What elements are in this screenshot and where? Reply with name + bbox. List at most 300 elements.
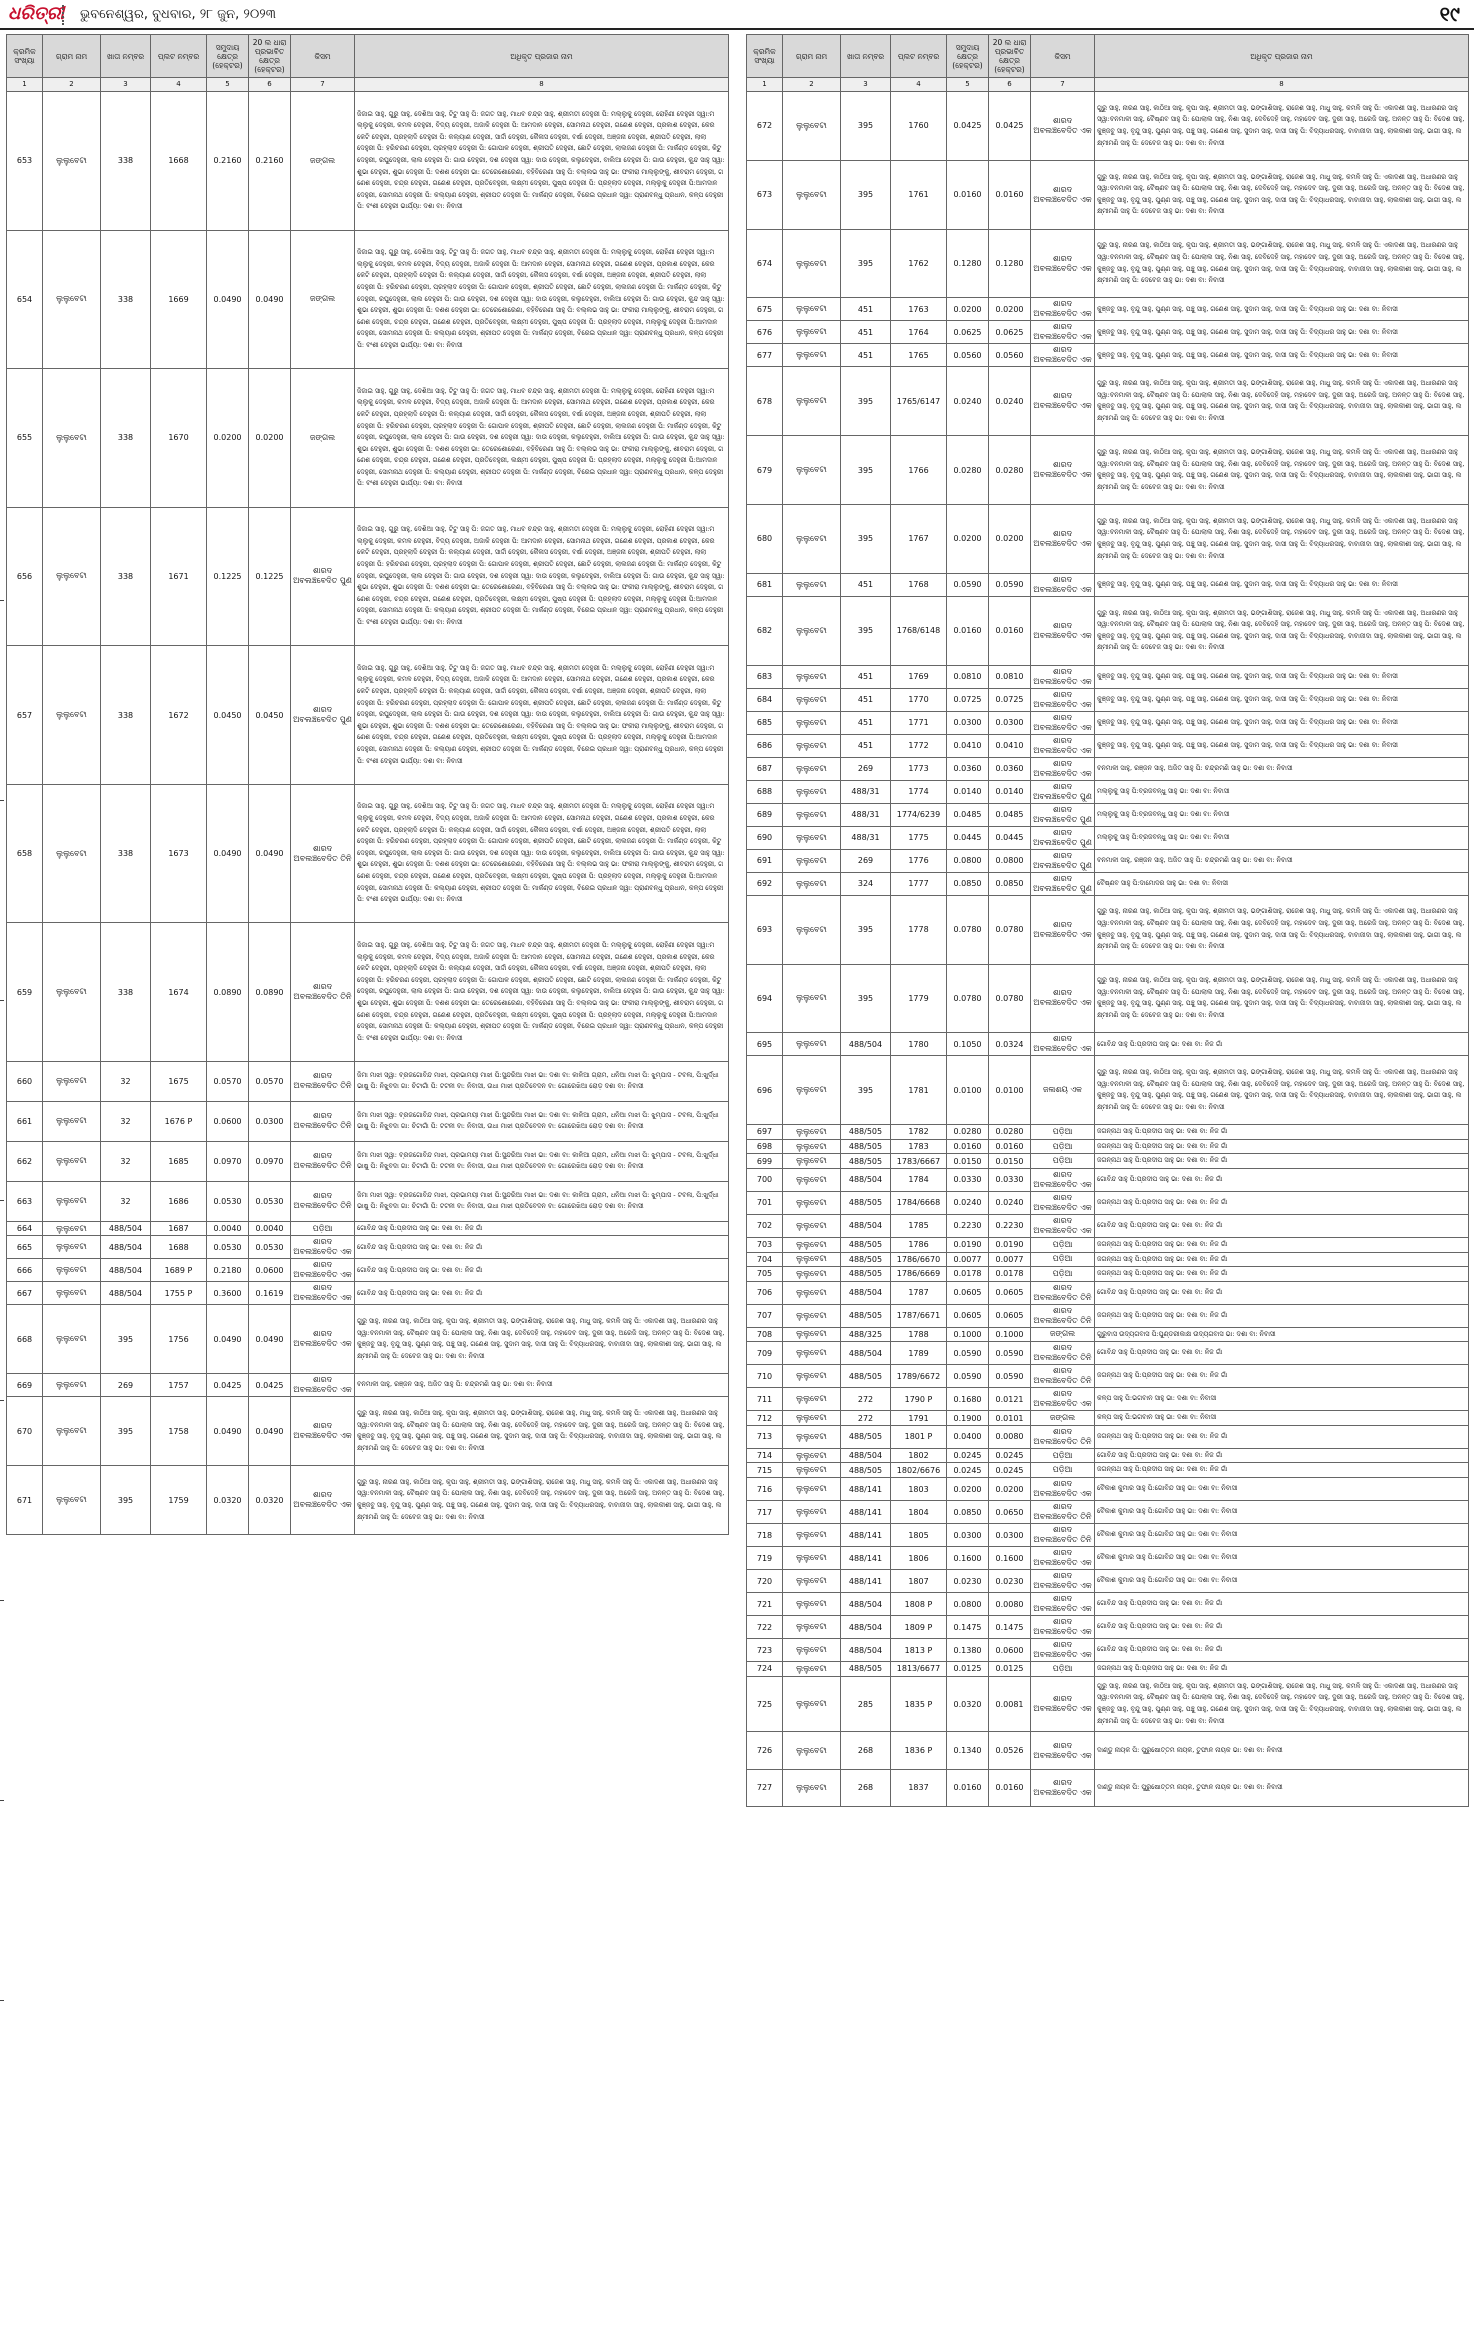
affected-area-cell: 0.0190 — [989, 1237, 1031, 1252]
serial-cell: 696 — [747, 1056, 783, 1125]
owners-cell: ମଲ୍ଲୁକୁ ସାହୁ ପି:ବ୍ରଜବନ୍ଧୁ ସାହୁ ଭା: ଦଶା ବା: ନିବାସୀ — [1095, 826, 1469, 849]
total-area-cell: 0.0780 — [947, 964, 989, 1033]
owners-cell: ଜଗନ୍ନାଥ ସାହୁ ପି:ପ୍ରଦୀପ ସାହୁ ଭା: ଦଶା ବା: ନିଜ ଗାଁ — [1095, 1252, 1469, 1267]
khata-cell: 488/505 — [841, 1267, 891, 1282]
affected-area-cell: 0.0625 — [989, 321, 1031, 344]
table-row — [7, 369, 729, 508]
serial-cell: 695 — [747, 1033, 783, 1056]
col-number: 3 — [101, 78, 151, 92]
kisam-cell: ଶାରଦ ଅବଲଞ୍ଚବେଦିତ ଏକ — [1031, 1676, 1095, 1732]
kisam-cell: ଶାରଦ ଅବଲଞ୍ଚବେଦିତ ଏକ — [1031, 665, 1095, 688]
serial-cell: 718 — [747, 1524, 783, 1547]
total-area-cell: 0.0140 — [947, 780, 989, 803]
village-cell: ଲୁଲୁବେଟା — [783, 1501, 841, 1524]
table-row — [747, 1154, 1469, 1169]
village-cell: ଲୁଲୁବେଟା — [783, 1214, 841, 1237]
village-cell: ଲୁଲୁବେଟା — [783, 1463, 841, 1478]
table-row — [747, 573, 1469, 596]
table-header — [7, 35, 729, 92]
khata-cell: 395 — [841, 1056, 891, 1125]
total-area-cell: 0.0490 — [207, 1397, 249, 1466]
total-area-cell: 0.1340 — [947, 1732, 989, 1769]
total-area-cell: 0.0150 — [947, 1154, 989, 1169]
plot-cell: 1689 P — [151, 1259, 207, 1282]
khata-cell: 488/141 — [841, 1524, 891, 1547]
total-area-cell: 0.0485 — [947, 803, 989, 826]
affected-area-cell: 0.0605 — [989, 1304, 1031, 1327]
affected-area-cell: 0.0570 — [249, 1061, 291, 1101]
kisam-cell: ପଡ଼ିଆ — [1031, 1154, 1095, 1169]
total-area-cell: 0.0570 — [207, 1061, 249, 1101]
serial-cell: 664 — [7, 1221, 43, 1236]
khata-cell: 395 — [841, 367, 891, 436]
table-row — [747, 1501, 1469, 1524]
table-row — [7, 1181, 729, 1221]
khata-cell: 395 — [841, 436, 891, 505]
village-cell: ଲୁଲୁବେଟା — [783, 964, 841, 1033]
kisam-cell: ଶାରଦ ଅବଲଞ୍ଚବେଦିତ ଏକ — [1031, 1639, 1095, 1662]
affected-area-cell: 0.0100 — [989, 1056, 1031, 1125]
total-area-cell: 0.0600 — [207, 1101, 249, 1141]
kisam-cell: ଶାରଦ ଅବଲଞ୍ଚବେଦିତ ଏକ — [1031, 229, 1095, 298]
village-cell: ଲୁଲୁବେଟା — [783, 298, 841, 321]
owners-cell: ଗୋବିନ୍ଦ ସାହୁ ପି:ପ୍ରଦୀପ ସାହୁ ଭା: ଦଶା ବା: ନିଜ ଗାଁ — [1095, 1214, 1469, 1237]
plot-cell: 1760 — [891, 92, 947, 161]
village-cell: ଲୁଲୁବେଟା — [43, 1397, 101, 1466]
affected-area-cell: 0.0590 — [989, 1342, 1031, 1365]
village-cell: ଲୁଲୁବେଟା — [783, 436, 841, 505]
table-row — [747, 1425, 1469, 1448]
plot-cell: 1768/6148 — [891, 596, 947, 665]
plot-cell: 1791 — [891, 1411, 947, 1426]
village-cell: ଲୁଲୁବେଟା — [783, 803, 841, 826]
plot-cell: 1786 — [891, 1237, 947, 1252]
col-header-kisam: କିସମ — [1031, 35, 1095, 78]
table-row — [747, 298, 1469, 321]
col-number: 2 — [783, 78, 841, 92]
margin-tick — [0, 1600, 4, 1601]
owners-cell: ଗୋବିନ୍ଦ ସାହୁ ପି:ପ୍ରଦୀପ ସାହୁ ଭା: ଦଶା ବା: ନିଜ ଗାଁ — [355, 1236, 729, 1259]
village-cell: ଲୁଲୁବେଟା — [783, 1304, 841, 1327]
serial-cell: 703 — [747, 1237, 783, 1252]
khata-cell: 395 — [841, 92, 891, 161]
khata-cell: 32 — [101, 1181, 151, 1221]
owners-cell: ଜଗନ୍ନାଥ ସାହୁ ପି:ପ୍ରଦୀପ ସାହୁ ଭା: ଦଶା ବା: ନିଜ ଗାଁ — [1095, 1267, 1469, 1282]
kisam-cell: ପଡ଼ିଆ — [1031, 1662, 1095, 1677]
kisam-cell: ଶାରଦ ଅବଲଞ୍ଚବେଦିତ ଏକ — [1031, 734, 1095, 757]
kisam-cell: ଶାରଦ ଅବଲଞ୍ଚବେଦିତ ଏକ — [1031, 160, 1095, 229]
kisam-cell: ଶାରଦ ଅବଲଞ୍ଚବେଦିତ ଏକ — [1031, 1033, 1095, 1056]
kisam-cell: ଶାରଦ ଅବଲଞ୍ଚବେଦିତ ତିନି — [1031, 1365, 1095, 1388]
khata-cell: 488/505 — [841, 1463, 891, 1478]
affected-area-cell: 0.0081 — [989, 1676, 1031, 1732]
col-number: 7 — [1031, 78, 1095, 92]
total-area-cell: 0.0190 — [947, 1237, 989, 1252]
kisam-cell: ଶାରଦ ଅବଲଞ୍ଚବେଦିତ ଏକ — [1031, 505, 1095, 574]
khata-cell: 395 — [841, 505, 891, 574]
kisam-cell: ପଡ଼ିଆ — [1031, 1252, 1095, 1267]
kisam-cell: ଶାରଦ ଅବଲଞ୍ଚବେଦିତ ଏକ — [1031, 1616, 1095, 1639]
table-row — [747, 780, 1469, 803]
newspaper-logo: ଧରିତ୍ରୀ — [8, 3, 65, 24]
table-row — [7, 92, 729, 231]
owners-cell: ଗୁରୁବାସ ଉଦ୍ୟଗବାସ ପି:ପୁଣ୍ଡରୀକାକ୍ଷ ଉଦ୍ୟଗବାସ ଭା: ଦଶା ବା: ନିବାସୀ — [1095, 1327, 1469, 1342]
table-header — [747, 35, 1469, 92]
serial-cell: 677 — [747, 344, 783, 367]
owners-cell: ଗୁରୁ ସାହୁ, ନାରଣ ସାହୁ, କାଠିଆ ସାହୁ, କୃପା ସାହୁ, ଶ୍ରୀମତୀ ସାହୁ, ଭଙ୍ଗାଶିସାହୁ, ରାଜେଶ ସାହୁ, ମାଧୁ ସାହୁ, କମଳି ସାହୁ ପି: ଏକାଦଶୀ ସାହୁ, ଅଧାରଣର ସାହୁ ସ୍ୱା:ବନମାଳୀ ସାହୁ, ବୈଷ୍ଣବ ସାହୁ ପି: ପୋଲାଲ ସାହୁ, ନିଶା ସାହୁ, ଦେବିଦେହି ସାହୁ, ମହାଦେବ ସାହୁ, ଦୁରୀ ସାହୁ, ଅରେଜି ସାହୁ, ଅନନ୍ତ ସାହୁ ପି: ବିଦେଶ ସାହୁ, କୁଞ୍ଜବୁ ସାହୁ, ବୃନ୍ଦୁ ସାହୁ, ପୁଣ୍ଣ ସାହୁ, ପଞ୍ଚୁ ସାହୁ, ଗଣେଶ ସାହୁ, ସୁଦାମ ସାହୁ, ଦାସୀ ସାହୁ ପି: ବିଦ୍ୟାଧରସାହୁ, ବାବାଜୀଦା ସାହୁ, ଲାଲକୀଶୀ ସାହୁ, ଭାଗୀ ସାହୁ, ଲକ୍ଷ୍ମୀମଣି ସାହୁ ପି: ଦେବେଜ ସାହୁ ଭା: ଦଶା ବା: ନିବାସୀ — [355, 1397, 729, 1466]
plot-cell: 1670 — [151, 369, 207, 508]
total-area-cell: 0.0200 — [207, 369, 249, 508]
dateline: ଭୁବନେଶ୍ୱର, ବୁଧବାର, ୨୮ ଜୁନ, ୨୦୨୩ — [80, 7, 276, 22]
village-cell: ଲୁଲୁବେଟା — [43, 1141, 101, 1181]
serial-cell: 720 — [747, 1570, 783, 1593]
affected-area-cell: 0.0160 — [989, 1139, 1031, 1154]
affected-area-cell: 0.0650 — [989, 1501, 1031, 1524]
col-number: 5 — [207, 78, 249, 92]
khata-cell: 395 — [841, 964, 891, 1033]
village-cell: ଲୁଲୁବେଟା — [783, 1570, 841, 1593]
serial-cell: 662 — [7, 1141, 43, 1181]
col-header-village: ଗ୍ରାମ ନାମ — [43, 35, 101, 78]
khata-cell: 451 — [841, 734, 891, 757]
village-cell: ଲୁଲୁବେଟା — [783, 1662, 841, 1677]
khata-cell: 488/504 — [841, 1616, 891, 1639]
kisam-cell: ଶାରଦ ଅବଲଞ୍ଚବେଦିତ ଏକ — [1031, 1191, 1095, 1214]
owners-cell: ବୈକାଶ କୁମାର ସାହୁ ପି:ଗୋବିନ୍ଦ ସାହୁ ଭା: ଦଶା ବା: ନିବାସୀ — [1095, 1547, 1469, 1570]
khata-cell: 338 — [101, 507, 151, 646]
kisam-cell: ଶାରଦ ଅବଲଞ୍ଚବେଦିତ ତିନି — [291, 1061, 355, 1101]
affected-area-cell: 0.1475 — [989, 1616, 1031, 1639]
table-row — [747, 895, 1469, 964]
table-row — [7, 923, 729, 1062]
plot-cell: 1672 — [151, 646, 207, 785]
owners-cell: ଗୁରୁ ସାହୁ, ନାରଣ ସାହୁ, କାଠିଆ ସାହୁ, କୃପା ସାହୁ, ଶ୍ରୀମତୀ ସାହୁ, ଭଙ୍ଗାଶିସାହୁ, ରାଜେଶ ସାହୁ, ମାଧୁ ସାହୁ, କମଳି ସାହୁ ପି: ଏକାଦଶୀ ସାହୁ, ଅଧାରଣର ସାହୁ ସ୍ୱା:ବନମାଳୀ ସାହୁ, ବୈଷ୍ଣବ ସାହୁ ପି: ପୋଲାଲ ସାହୁ, ନିଶା ସାହୁ, ଦେବିଦେହି ସାହୁ, ମହାଦେବ ସାହୁ, ଦୁରୀ ସାହୁ, ଅରେଜି ସାହୁ, ଅନନ୍ତ ସାହୁ ପି: ବିଦେଶ ସାହୁ, କୁଞ୍ଜବୁ ସାହୁ, ବୃନ୍ଦୁ ସାହୁ, ପୁଣ୍ଣ ସାହୁ, ପଞ୍ଚୁ ସାହୁ, ଗଣେଶ ସାହୁ, ସୁଦାମ ସାହୁ, ଦାସୀ ସାହୁ ପି: ବିଦ୍ୟାଧରସାହୁ, ବାବାଜୀଦା ସାହୁ, ଲାଲକୀଶୀ ସାହୁ, ଭାଗୀ ସାହୁ, ଲକ୍ଷ୍ମୀମଣି ସାହୁ ପି: ଦେବେଜ ସାହୁ ଭା: ଦଶା ବା: ନିବାସୀ — [355, 1305, 729, 1374]
plot-cell: 1789 — [891, 1342, 947, 1365]
table-row — [747, 1616, 1469, 1639]
total-area-cell: 0.1280 — [947, 229, 989, 298]
total-area-cell: 0.0040 — [207, 1221, 249, 1236]
total-area-cell: 0.0410 — [947, 734, 989, 757]
owners-cell: ଗୁରୁ ସାହୁ, ନାରଣ ସାହୁ, କାଠିଆ ସାହୁ, କୃପା ସାହୁ, ଶ୍ରୀମତୀ ସାହୁ, ଭଙ୍ଗାଶିସାହୁ, ରାଜେଶ ସାହୁ, ମାଧୁ ସାହୁ, କମଳି ସାହୁ ପି: ଏକାଦଶୀ ସାହୁ, ଅଧାରଣର ସାହୁ ସ୍ୱା:ବନମାଳୀ ସାହୁ, ବୈଷ୍ଣବ ସାହୁ ପି: ପୋଲାଲ ସାହୁ, ନିଶା ସାହୁ, ଦେବିଦେହି ସାହୁ, ମହାଦେବ ସାହୁ, ଦୁରୀ ସାହୁ, ଅରେଜି ସାହୁ, ଅନନ୍ତ ସାହୁ ପି: ବିଦେଶ ସାହୁ, କୁଞ୍ଜବୁ ସାହୁ, ବୃନ୍ଦୁ ସାହୁ, ପୁଣ୍ଣ ସାହୁ, ପଞ୍ଚୁ ସାହୁ, ଗଣେଶ ସାହୁ, ସୁଦାମ ସାହୁ, ଦାସୀ ସାହୁ ପି: ବିଦ୍ୟାଧରସାହୁ, ବାବାଜୀଦା ସାହୁ, ଲାଲକୀଶୀ ସାହୁ, ଭାଗୀ ସାହୁ, ଲକ୍ଷ୍ମୀମଣି ସାହୁ ପି: ଦେବେଜ ସାହୁ ଭା: ଦଶା ବା: ନିବାସୀ — [1095, 596, 1469, 665]
plot-cell: 1668 — [151, 92, 207, 231]
kisam-cell: ଶାରଦ ଅବଲଞ୍ଚବେଦିତ ଏକ — [1031, 1593, 1095, 1616]
plot-cell: 1686 — [151, 1181, 207, 1221]
total-area-cell: 0.0625 — [947, 321, 989, 344]
plot-cell: 1782 — [891, 1125, 947, 1140]
total-area-cell: 0.1900 — [947, 1411, 989, 1426]
serial-cell: 705 — [747, 1267, 783, 1282]
total-area-cell: 0.2160 — [207, 92, 249, 231]
affected-area-cell: 0.1225 — [249, 507, 291, 646]
table-row — [747, 229, 1469, 298]
serial-cell: 702 — [747, 1214, 783, 1237]
serial-cell: 715 — [747, 1463, 783, 1478]
table-row — [747, 1732, 1469, 1769]
affected-area-cell: 0.0300 — [249, 1101, 291, 1141]
table-body-right — [747, 92, 1469, 1807]
serial-cell: 706 — [747, 1281, 783, 1304]
village-cell: ଲୁଲୁବେଟା — [783, 367, 841, 436]
village-cell: ଲୁଲୁବେଟା — [783, 1056, 841, 1125]
table-row — [747, 321, 1469, 344]
affected-area-cell: 0.0245 — [989, 1448, 1031, 1463]
total-area-cell: 0.0590 — [947, 1365, 989, 1388]
khata-cell: 488/31 — [841, 826, 891, 849]
serial-cell: 689 — [747, 803, 783, 826]
table-row — [747, 1327, 1469, 1342]
village-cell: ଲୁଲୁବେଟା — [783, 849, 841, 872]
owners-cell: ଗୋବିନ୍ଦ ସାହୁ ପି:ପ୍ରଦୀପ ସାହୁ ଭା: ଦଶା ବା: ନିଜ ଗାଁ — [1095, 1593, 1469, 1616]
khata-cell: 451 — [841, 688, 891, 711]
kisam-cell: ଶାରଦ ଅବଲଞ୍ଚବେଦିତ ଏକ — [1031, 1769, 1095, 1806]
affected-area-cell: 0.0280 — [989, 1125, 1031, 1140]
village-cell: ଲୁଲୁବେଟା — [43, 230, 101, 369]
kisam-cell: ଶାରଦ ଅବଲଞ୍ଚବେଦିତ ଏକ — [1031, 573, 1095, 596]
col-number: 4 — [891, 78, 947, 92]
table-row — [747, 1191, 1469, 1214]
owners-cell: ଜିଜାଇ ସାହୁ, ଗୁରୁ ସାହୁ, ଦେଶିଆ ସାହୁ, ଟିଟୁ ସାହୁ ପି: ଜଗତ ସାହୁ, ମାଧବ ଚନ୍ଦ୍ର ସାହୁ, ଶ୍ରୀମତୀ ଦେହୁରୀ ପି: ମଲ୍ଲୁକୁ ଦେହୁରୀ, ରୋହିଣୀ ଦେହୁରୀ ସ୍ୱା:ମଲ୍ଲୁକୁ ଦେହୁରୀ, କମଳ ଦେହୁରୀ, ବିଦ୍ୟ ଦେହୁରୀ, ଅଜାକି ଦେହୁରୀ ପି: ଆମଦାନ ଦେହୁରୀ, ସୋମନାଥ ଦେହୁରୀ, ଗଣେଶ ଦେହୁରୀ, ପ୍ରକାଶ ଦେହୁରୀ, କେରକେଟି ଦେହୁରୀ, ପ୍ରହ୍ଲାଦି ଦେହୁରୀ ପି: କଲ୍ୟାଣ ଦେହୁରୀ, ସାର୍ଦ୍ଦୀ ଦେହୁରୀ, କୈଳାସ ଦେହୁରୀ, ବର୍ଷା ଦେହୁରୀ, ଅଞ୍ଜନା ଦେହୁରୀ, ଶ୍ରୀପତି ଦେହୁରୀ, ଲାଲା ଦେହୁରୀ ପି: ହରିଚରଣ ଦେହୁରୀ, ପ୍ରହ୍ଲାଦ ଦେହୁରୀ ପି: ଗୋପାଳ ଦେହୁରୀ, ଶ୍ରୀପତି ଦେହୁରୀ, ଛୋଟି ଦେହୁରୀ, ଲାଲଜଣ ଦେହୁରୀ ପି: ମାର୍କଣ୍ଡ ଦେହୁରୀ, କିଟୁ ଦେହୁରୀ, ରଘୁଦେହୁରୀ, ଲାଲ ଦେହୁରୀ ପି: ଗାଉ ଦେହୁରୀ, ଦଶ ଦେହୁରୀ ସ୍ୱା: ଦାଉ ଦେହୁରୀ, କଲୁଦେହୁରୀ, ବାଲିଆ ଦେହୁରୀ ପି: ଗାଉ ଦେହୁରୀ, କୁନ୍ଦ ସାହୁ ସ୍ୱା: ଶୁଭା ଦେହୁରୀ, ଶୁଭା ଦେହୁରୀ ପି: ଦଶଶ ଦେହୁରୀ ଭା: ତେରେଶୋରେଣା, ବହିବିରେଣା ସାହୁ ପି: ବଲ୍ଲଭ ସାହୁ ଭା: ଫକୀରା ମାଲ୍ଲୁଙ୍କୁ, ଶୀବରାମ ଦେହୁରୀ, ଗଣେଶ ଦେହୁରୀ, ଚନ୍ଦ୍ର ଦେହୁରୀ, ଗଣେଶ ଦେହୁରୀ, ପ୍ରତିବେହୁରୀ, ଲକ୍ଷ୍ମୀ ଦେହୁରୀ, ପୁଷ୍ପ ଦେହୁରୀ ପି: ପ୍ରହ୍ଲାଦ ଦେହୁରୀ, ମଲ୍ଲୁକୁ ଦେହୁରୀ ପି:ଆମଦାନ ଦେହୁରୀ, ସୋମନାଥ ଦେହୁରୀ ପି: କଲ୍ୟାଣ ଦେହୁରୀ, ଶ୍ରୀପତ ଦେହୁରୀ ପି: ମାର୍କଣ୍ଡ ଦେହୁରୀ, ବିରେଇ ପ୍ରଧାନ ସ୍ୱା: ପ୍ରାଣବନ୍ଧୁ ପ୍ରଧାନ, କଳ୍ପ ଦେହୁରୀ ପି: ବଂଶୀ ଦେହୁରୀ ଭାର୍ଯ୍ୟା: ଦଶା ବା: ନିବାସୀ — [355, 507, 729, 646]
plot-cell: 1807 — [891, 1570, 947, 1593]
col-header-affected-area: 20 ଲ ଧାରା ପ୍ରଭାବିତ କ୍ଷେତ୍ର (ହେକ୍ଟର) — [249, 35, 291, 78]
table-row — [747, 367, 1469, 436]
total-area-cell: 0.0490 — [207, 230, 249, 369]
table-row — [747, 849, 1469, 872]
plot-cell: 1802/6676 — [891, 1463, 947, 1478]
table-row — [747, 1662, 1469, 1677]
col-header-owners: ଅଧିକୃତ ପ୍ରଜାର ନାମ — [1095, 35, 1469, 78]
serial-cell: 660 — [7, 1061, 43, 1101]
kisam-cell: ଜଙ୍ଗଲ — [291, 92, 355, 231]
khata-cell: 488/504 — [841, 1033, 891, 1056]
kisam-cell: ଶାରଦ ଅବଲଞ୍ଚବେଦିତ ପୁଣ — [1031, 872, 1095, 895]
plot-cell: 1669 — [151, 230, 207, 369]
village-cell: ଲୁଲୁବେଟା — [43, 1282, 101, 1305]
total-area-cell: 0.0590 — [947, 1342, 989, 1365]
affected-area-cell: 0.0330 — [989, 1168, 1031, 1191]
plot-cell: 1675 — [151, 1061, 207, 1101]
total-area-cell: 0.1680 — [947, 1388, 989, 1411]
serial-cell: 657 — [7, 646, 43, 785]
total-area-cell: 0.0530 — [207, 1181, 249, 1221]
kisam-cell: ପଡ଼ିଆ — [1031, 1463, 1095, 1478]
village-cell: ଲୁଲୁବେଟା — [783, 1342, 841, 1365]
village-cell: ଲୁଲୁବେଟା — [783, 1448, 841, 1463]
table-row — [747, 1125, 1469, 1140]
khata-cell: 488/31 — [841, 803, 891, 826]
village-cell: ଲୁଲୁବେଟା — [43, 507, 101, 646]
owners-cell: ଗୋବିନ୍ଦ ସାହୁ ପି:ପ୍ରଦୀପ ସାହୁ ଭା: ଦଶା ବା: ନିଜ ଗାଁ — [1095, 1168, 1469, 1191]
total-area-cell: 0.0320 — [947, 1676, 989, 1732]
serial-cell: 682 — [747, 596, 783, 665]
col-number: 6 — [989, 78, 1031, 92]
owners-cell: ବନମାଳୀ ସାହୁ, ରଞ୍ଜନ ସାହୁ, ଅଜିତ ସାହୁ ପି: ଚନ୍ଦ୍ରମଣି ସାହୁ ଭା: ଦଶା ବା: ନିବାସୀ — [355, 1374, 729, 1397]
table-row — [7, 230, 729, 369]
kisam-cell: ପଡ଼ିଆ — [1031, 1267, 1095, 1282]
owners-cell: ଗୋବିନ୍ଦ ସାହୁ ପି:ପ୍ରଦୀପ ସାହୁ ଭା: ଦଶା ବା: ନିଜ ଗାଁ — [1095, 1448, 1469, 1463]
total-area-cell: 0.2230 — [947, 1214, 989, 1237]
table-row — [747, 1365, 1469, 1388]
khata-cell: 338 — [101, 230, 151, 369]
owners-cell: ବନମାଳୀ ସାହୁ, ରଞ୍ଜନ ସାହୁ, ଅଜିତ ସାହୁ ପି: ଚନ୍ଦ୍ରମଣି ସାହୁ ଭା: ଦଶା ବା: ନିବାସୀ — [1095, 849, 1469, 872]
plot-cell: 1783 — [891, 1139, 947, 1154]
affected-area-cell: 0.0125 — [989, 1662, 1031, 1677]
khata-cell: 338 — [101, 92, 151, 231]
kisam-cell: ପଡ଼ିଆ — [1031, 1448, 1095, 1463]
khata-cell: 324 — [841, 872, 891, 895]
owners-cell: ଜଗନ୍ନାଥ ସାହୁ ପି:ପ୍ରଦୀପ ସାହୁ ଭା: ଦଶା ବା: ନିଜ ଗାଁ — [1095, 1191, 1469, 1214]
village-cell: ଲୁଲୁବେଟା — [43, 1259, 101, 1282]
plot-cell: 1781 — [891, 1056, 947, 1125]
margin-ticks — [0, 600, 4, 2200]
margin-tick — [0, 600, 4, 601]
khata-cell: 488/504 — [101, 1221, 151, 1236]
khata-cell: 338 — [101, 369, 151, 508]
affected-area-cell: 0.0200 — [989, 1478, 1031, 1501]
affected-area-cell: 0.0530 — [249, 1181, 291, 1221]
col-header-plot: ପ୍ଲଟ ନମ୍ବର — [151, 35, 207, 78]
khata-cell: 269 — [841, 757, 891, 780]
total-area-cell: 0.0890 — [207, 923, 249, 1062]
table-row — [747, 1033, 1469, 1056]
serial-cell: 699 — [747, 1154, 783, 1169]
village-cell: ଲୁଲୁବେଟା — [43, 369, 101, 508]
kisam-cell: ଶାରଦ ଅବଲଞ୍ଚବେଦିତ ତିନି — [291, 1141, 355, 1181]
plot-cell: 1767 — [891, 505, 947, 574]
serial-cell: 726 — [747, 1732, 783, 1769]
table-row — [747, 1267, 1469, 1282]
serial-cell: 667 — [7, 1282, 43, 1305]
affected-area-cell: 0.0600 — [249, 1259, 291, 1282]
table-row — [747, 92, 1469, 161]
owners-cell: ଗୁରୁ ସାହୁ, ନାରଣ ସାହୁ, କାଠିଆ ସାହୁ, କୃପା ସାହୁ, ଶ୍ରୀମତୀ ସାହୁ, ଭଙ୍ଗାଶିସାହୁ, ରାଜେଶ ସାହୁ, ମାଧୁ ସାହୁ, କମଳି ସାହୁ ପି: ଏକାଦଶୀ ସାହୁ, ଅଧାରଣର ସାହୁ ସ୍ୱା:ବନମାଳୀ ସାହୁ, ବୈଷ୍ଣବ ସାହୁ ପି: ପୋଲାଲ ସାହୁ, ନିଶା ସାହୁ, ଦେବିଦେହି ସାହୁ, ମହାଦେବ ସାହୁ, ଦୁରୀ ସାହୁ, ଅରେଜି ସାହୁ, ଅନନ୍ତ ସାହୁ ପି: ବିଦେଶ ସାହୁ, କୁଞ୍ଜବୁ ସାହୁ, ବୃନ୍ଦୁ ସାହୁ, ପୁଣ୍ଣ ସାହୁ, ପଞ୍ଚୁ ସାହୁ, ଗଣେଶ ସାହୁ, ସୁଦାମ ସାହୁ, ଦାସୀ ସାହୁ ପି: ବିଦ୍ୟାଧରସାହୁ, ବାବାଜୀଦା ସାହୁ, ଲାଲକୀଶୀ ସାହୁ, ଭାଗୀ ସାହୁ, ଲକ୍ଷ୍ମୀମଣି ସାହୁ ପି: ଦେବେଜ ସାହୁ ଭା: ଦଶା ବା: ନିବାସୀ — [1095, 1676, 1469, 1732]
kisam-cell: ଶାରଦ ଅବଲଞ୍ଚବେଦିତ ଏକ — [1031, 895, 1095, 964]
plot-cell: 1769 — [891, 665, 947, 688]
serial-cell: 653 — [7, 92, 43, 231]
khata-cell: 488/325 — [841, 1327, 891, 1342]
serial-cell: 673 — [747, 160, 783, 229]
plot-cell: 1673 — [151, 784, 207, 923]
serial-cell: 665 — [7, 1236, 43, 1259]
total-area-cell: 0.0200 — [947, 505, 989, 574]
col-header-khata: ଖାତା ନମ୍ବର — [841, 35, 891, 78]
village-cell: ଲୁଲୁବେଟା — [783, 688, 841, 711]
khata-cell: 32 — [101, 1061, 151, 1101]
affected-area-cell: 0.0725 — [989, 688, 1031, 711]
affected-area-cell: 0.0140 — [989, 780, 1031, 803]
table-row — [7, 1236, 729, 1259]
kisam-cell: ଶାରଦ ଅବଲଞ୍ଚବେଦିତ ତିନି — [291, 1101, 355, 1141]
margin-tick — [0, 2000, 4, 2001]
table-row — [747, 505, 1469, 574]
kisam-cell: ଶାରଦ ଅବଲଞ୍ଚବେଦିତ ଏକ — [291, 1236, 355, 1259]
khata-cell: 338 — [101, 784, 151, 923]
affected-area-cell: 0.0080 — [989, 1593, 1031, 1616]
owners-cell: କୁଞ୍ଜବୁ ସାହୁ, ବୃନ୍ଦୁ ସାହୁ, ପୁଣ୍ଣ ସାହୁ, ପଞ୍ଚୁ ସାହୁ, ଗଣେଶ ସାହୁ, ସୁଦାମ ସାହୁ, ଦାସୀ ସାହୁ ପି: ବିଦ୍ୟାଧର ସାହୁ ଭା: ଦଶା ବା: ନିବାସୀ — [1095, 573, 1469, 596]
village-cell: ଲୁଲୁବେଟା — [43, 1236, 101, 1259]
village-cell: ଲୁଲୁବେଟା — [43, 1181, 101, 1221]
khata-cell: 395 — [101, 1397, 151, 1466]
table-row — [747, 803, 1469, 826]
kisam-cell: ଶାରଦ ଅବଲଞ୍ଚବେଦିତ ଏକ — [1031, 1570, 1095, 1593]
total-area-cell: 0.0605 — [947, 1304, 989, 1327]
serial-cell: 711 — [747, 1388, 783, 1411]
total-area-cell: 0.0970 — [207, 1141, 249, 1181]
owners-cell: ଜଗନ୍ନାଥ ସାହୁ ପି:ପ୍ରଦୀପ ସାହୁ ଭା: ଦଶା ବା: ନିଜ ଗାଁ — [1095, 1463, 1469, 1478]
kisam-cell: ପଡ଼ିଆ — [1031, 1125, 1095, 1140]
owners-cell: ଗୁରୁ ସାହୁ, ନାରଣ ସାହୁ, କାଠିଆ ସାହୁ, କୃପା ସାହୁ, ଶ୍ରୀମତୀ ସାହୁ, ଭଙ୍ଗାଶିସାହୁ, ରାଜେଶ ସାହୁ, ମାଧୁ ସାହୁ, କମଳି ସାହୁ ପି: ଏକାଦଶୀ ସାହୁ, ଅଧାରଣର ସାହୁ ସ୍ୱା:ବନମାଳୀ ସାହୁ, ବୈଷ୍ଣବ ସାହୁ ପି: ପୋଲାଲ ସାହୁ, ନିଶା ସାହୁ, ଦେବିଦେହି ସାହୁ, ମହାଦେବ ସାହୁ, ଦୁରୀ ସାହୁ, ଅରେଜି ସାହୁ, ଅନନ୍ତ ସାହୁ ପି: ବିଦେଶ ସାହୁ, କୁଞ୍ଜବୁ ସାହୁ, ବୃନ୍ଦୁ ସାହୁ, ପୁଣ୍ଣ ସାହୁ, ପଞ୍ଚୁ ସାହୁ, ଗଣେଶ ସାହୁ, ସୁଦାମ ସାହୁ, ଦାସୀ ସାହୁ ପି: ବିଦ୍ୟାଧରସାହୁ, ବାବାଜୀଦା ସାହୁ, ଲାଲକୀଶୀ ସାହୁ, ଭାଗୀ ସାହୁ, ଲକ୍ଷ୍ମୀମଣି ସାହୁ ପି: ଦେବେଜ ସାହୁ ଭା: ଦଶା ବା: ନିବାସୀ — [355, 1466, 729, 1535]
village-cell: ଲୁଲୁବେଟା — [43, 784, 101, 923]
village-cell: ଲୁଲୁବେଟା — [43, 1061, 101, 1101]
affected-area-cell: 0.0445 — [989, 826, 1031, 849]
serial-cell: 698 — [747, 1139, 783, 1154]
khata-cell: 338 — [101, 923, 151, 1062]
serial-cell: 692 — [747, 872, 783, 895]
serial-cell: 676 — [747, 321, 783, 344]
khata-cell: 395 — [101, 1305, 151, 1374]
serial-cell: 709 — [747, 1342, 783, 1365]
village-cell: ଲୁଲୁବେଟା — [43, 923, 101, 1062]
kisam-cell: ଶାରଦ ଅବଲଞ୍ଚବେଦିତ ତିନି — [291, 923, 355, 1062]
table-row — [747, 1237, 1469, 1252]
plot-cell: 1806 — [891, 1547, 947, 1570]
table-row — [747, 1342, 1469, 1365]
kisam-cell: ଶାରଦ ଅବଲଞ୍ଚବେଦିତ ତିନି — [1031, 1281, 1095, 1304]
serial-cell: 661 — [7, 1101, 43, 1141]
serial-cell: 724 — [747, 1662, 783, 1677]
owners-cell: ବୈଷ୍ଣବ ସାହୁ ପି:ଦାମୋଦର ସାହୁ ଭା: ଦଶା ବା: ନିବାସୀ — [1095, 872, 1469, 895]
plot-cell: 1764 — [891, 321, 947, 344]
owners-cell: ଗୁରୁ ସାହୁ, ନାରଣ ସାହୁ, କାଠିଆ ସାହୁ, କୃପା ସାହୁ, ଶ୍ରୀମତୀ ସାହୁ, ଭଙ୍ଗାଶିସାହୁ, ରାଜେଶ ସାହୁ, ମାଧୁ ସାହୁ, କମଳି ସାହୁ ପି: ଏକାଦଶୀ ସାହୁ, ଅଧାରଣର ସାହୁ ସ୍ୱା:ବନମାଳୀ ସାହୁ, ବୈଷ୍ଣବ ସାହୁ ପି: ପୋଲାଲ ସାହୁ, ନିଶା ସାହୁ, ଦେବିଦେହି ସାହୁ, ମହାଦେବ ସାହୁ, ଦୁରୀ ସାହୁ, ଅରେଜି ସାହୁ, ଅନନ୍ତ ସାହୁ ପି: ବିଦେଶ ସାହୁ, କୁଞ୍ଜବୁ ସାହୁ, ବୃନ୍ଦୁ ସାହୁ, ପୁଣ୍ଣ ସାହୁ, ପଞ୍ଚୁ ସାହୁ, ଗଣେଶ ସାହୁ, ସୁଦାମ ସାହୁ, ଦାସୀ ସାହୁ ପି: ବିଦ୍ୟାଧରସାହୁ, ବାବାଜୀଦା ସାହୁ, ଲାଲକୀଶୀ ସାହୁ, ଭାଗୀ ସାହୁ, ଲକ୍ଷ୍ମୀମଣି ସାହୁ ପି: ଦେବେଜ ସାହୁ ଭା: ଦଶା ବା: ନିବାସୀ — [1095, 895, 1469, 964]
table-row — [7, 1259, 729, 1282]
kisam-cell: ଶାରଦ ଅବଲଞ୍ଚବେଦିତ ଏକ — [1031, 1547, 1095, 1570]
affected-area-cell: 0.0230 — [989, 1570, 1031, 1593]
total-area-cell: 0.0560 — [947, 344, 989, 367]
kisam-cell: ଶାରଦ ଅବଲଞ୍ଚବେଦିତ ତିନି — [1031, 1342, 1095, 1365]
plot-cell: 1763 — [891, 298, 947, 321]
kisam-cell: ଶାରଦ ଅବଲଞ୍ଚବେଦିତ ଏକ — [1031, 596, 1095, 665]
khata-cell: 488/504 — [101, 1236, 151, 1259]
khata-cell: 488/141 — [841, 1547, 891, 1570]
serial-cell: 659 — [7, 923, 43, 1062]
owners-cell: ଗୁରୁ ସାହୁ, ନାରଣ ସାହୁ, କାଠିଆ ସାହୁ, କୃପା ସାହୁ, ଶ୍ରୀମତୀ ସାହୁ, ଭଙ୍ଗାଶିସାହୁ, ରାଜେଶ ସାହୁ, ମାଧୁ ସାହୁ, କମଳି ସାହୁ ପି: ଏକାଦଶୀ ସାହୁ, ଅଧାରଣର ସାହୁ ସ୍ୱା:ବନମାଳୀ ସାହୁ, ବୈଷ୍ଣବ ସାହୁ ପି: ପୋଲାଲ ସାହୁ, ନିଶା ସାହୁ, ଦେବିଦେହି ସାହୁ, ମହାଦେବ ସାହୁ, ଦୁରୀ ସାହୁ, ଅରେଜି ସାହୁ, ଅନନ୍ତ ସାହୁ ପି: ବିଦେଶ ସାହୁ, କୁଞ୍ଜବୁ ସାହୁ, ବୃନ୍ଦୁ ସାହୁ, ପୁଣ୍ଣ ସାହୁ, ପଞ୍ଚୁ ସାହୁ, ଗଣେଶ ସାହୁ, ସୁଦାମ ସାହୁ, ଦାସୀ ସାହୁ ପି: ବିଦ୍ୟାଧରସାହୁ, ବାବାଜୀଦା ସାହୁ, ଲାଲକୀଶୀ ସାହୁ, ଭାଗୀ ସାହୁ, ଲକ୍ଷ୍ମୀମଣି ସାହୁ ପି: ଦେବେଜ ସାହୁ ଭା: ଦଶା ବା: ନିବାସୀ — [1095, 436, 1469, 505]
plot-cell: 1787/6671 — [891, 1304, 947, 1327]
village-cell: ଲୁଲୁବେଟା — [783, 1033, 841, 1056]
affected-area-cell: 0.0245 — [989, 1463, 1031, 1478]
plot-cell: 1809 P — [891, 1616, 947, 1639]
table-row — [7, 1374, 729, 1397]
village-cell: ଲୁଲୁବେଟା — [783, 1191, 841, 1214]
affected-area-cell: 0.0324 — [989, 1033, 1031, 1056]
serial-cell: 670 — [7, 1397, 43, 1466]
plot-cell: 1786/6669 — [891, 1267, 947, 1282]
khata-cell: 488/504 — [841, 1593, 891, 1616]
table-row — [7, 784, 729, 923]
col-number: 6 — [249, 78, 291, 92]
owners-cell: ଜିମା ମାଝୀ ସ୍ୱା: ବ୍ରଜଗୋବିନ୍ଦ ମାଝୀ, ପ୍ରଭାମୟୀ ମାଝୀ ପି:ସୁନ୍ଦରିଆ ମାଝୀ ଭା: ଦଶା ବା: କାଳିଆ ଗ୍ରାମ, ଧନିଆ ମାଝୀ ପି: ଝୁମ୍ପାସ - ଟବଳା, ପି:ଖୁର୍ଦ୍ଧା ଭାଷୁ ପି: ନିଝୁବଦା ଗା: ଚିଟାଗାଁ ପି: ଟଟନୀ ବା: ନିବାସୀ, ଉଧା ମାଝୀ ପ୍ରତିବେଦନ ବା: ଗୋରେଖିଆ ରୋଡ଼ ଦଶା ବା: ନିବାସୀ — [355, 1101, 729, 1141]
affected-area-cell: 0.0425 — [989, 92, 1031, 161]
plot-cell: 1768 — [891, 573, 947, 596]
khata-cell: 488/141 — [841, 1501, 891, 1524]
village-cell: ଲୁଲୁବେଟା — [783, 1769, 841, 1806]
village-cell: ଲୁଲୁବେଟା — [43, 1221, 101, 1236]
table-row — [747, 160, 1469, 229]
khata-cell: 488/141 — [841, 1478, 891, 1501]
col-header-serial: କ୍ରମିକ ସଂଖ୍ୟା — [747, 35, 783, 78]
plot-cell: 1813/6677 — [891, 1662, 947, 1677]
total-area-cell: 0.0280 — [947, 436, 989, 505]
serial-cell: 725 — [747, 1676, 783, 1732]
total-area-cell: 0.0160 — [947, 596, 989, 665]
